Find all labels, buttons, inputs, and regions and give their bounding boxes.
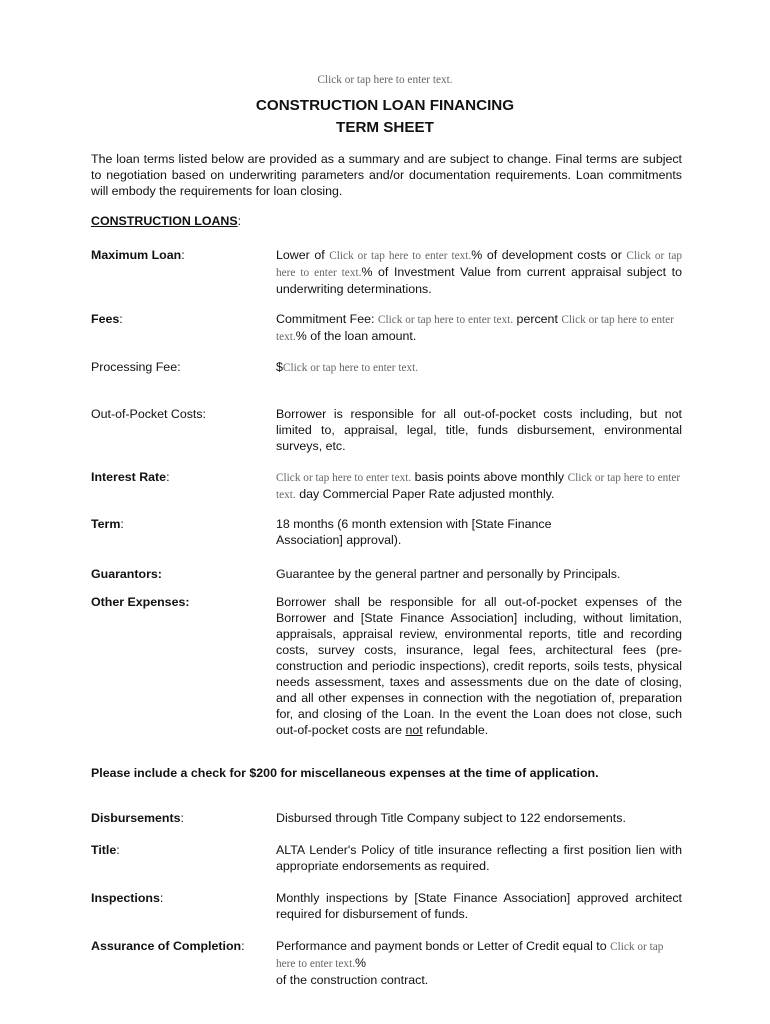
value-maximum-loan xyxy=(276,247,682,297)
label-interest-rate-text: Interest Rate xyxy=(91,470,167,484)
placeholder-field[interactable]: Click or tap here to enter text. xyxy=(276,250,683,279)
label-disbursements-text: Disbursements xyxy=(91,811,181,825)
document-title xyxy=(0,95,770,139)
value-text: % of Investment Value from current appraisal subject to underwriting determinations. xyxy=(276,265,682,296)
title-line-2: TERM SHEET xyxy=(336,119,434,136)
header-placeholder[interactable]: Click or tap here to enter text. xyxy=(317,74,453,86)
label-inspections-text: Inspections xyxy=(91,891,160,905)
value-guarantors: Guarantee by the general partner and personally by Principals. xyxy=(276,567,621,581)
label-colon: : xyxy=(241,939,245,953)
intro-paragraph: The loan terms listed below are provided as a summary and are subject to change. Final terms are subject to negotiation based on underwriting parameters and/or documentation requirements. Loan commitments will embody the requirements for loan closing. xyxy=(91,152,682,198)
value-disbursements: Disbursed through Title Company subject to 122 endorsements. xyxy=(276,811,626,825)
value-text: refundable. xyxy=(422,723,489,737)
value-out-of-pocket: Borrower is responsible for all out-of-pocket costs including, but not limited to, appraisal, legal, title, funds disbursement, environmental surveys, etc. xyxy=(276,407,682,453)
label-colon: : xyxy=(119,312,123,326)
value-term-line-1: 18 months (6 month extension with [State Finance xyxy=(276,517,552,531)
value-term-line-2: Association] approval). xyxy=(276,533,402,547)
label-colon: : xyxy=(159,891,164,905)
label-colon: : xyxy=(120,517,124,531)
label-colon: : xyxy=(181,248,185,262)
section-heading-text: CONSTRUCTION LOANS xyxy=(91,214,238,228)
label-guarantors xyxy=(91,566,271,582)
value-text: Performance and payment bonds or Letter of Credit equal to xyxy=(276,939,611,953)
value-processing-fee xyxy=(276,359,436,376)
placeholder-field[interactable]: Click or tap here to enter text. xyxy=(282,362,419,374)
label-fees-text: Fees xyxy=(91,312,120,326)
placeholder-field[interactable]: Click or tap here to enter text. xyxy=(276,472,412,484)
value-text: % of the loan amount. xyxy=(295,329,417,343)
value-term xyxy=(276,516,682,548)
value-fees xyxy=(276,311,682,345)
label-title xyxy=(91,842,271,858)
placeholder-field[interactable]: Click or tap here to enter text. xyxy=(329,250,472,262)
placeholder-field[interactable]: Click or tap here to enter text. xyxy=(276,941,664,970)
placeholder-field[interactable]: Click or tap here to enter text. xyxy=(377,314,514,326)
label-term xyxy=(91,516,271,532)
value-inspections: Monthly inspections by [State Finance Association] approved architect required for disbursement of funds. xyxy=(276,891,682,921)
title-line-1: CONSTRUCTION LOAN FINANCING xyxy=(255,97,515,114)
label-fees xyxy=(91,311,271,327)
value-text: Commitment Fee: xyxy=(276,312,378,326)
value-text: day Commercial Paper Rate adjusted monthly. xyxy=(295,487,555,501)
label-processing-fee: Processing Fee: xyxy=(91,360,181,374)
value-text: Borrower shall be responsible for all out-of-pocket expenses of the Borrower and [State Finance Association] including, without limitation, appraisals, appraisal review, environmental reports, title and recording costs, survey costs, insurance, legal fees, architectural fees (pre- construction and periodic inspections), credit reports, soils tests, physical needs assessment, taxes and assessments due on the date of closing, and all other expenses in connection with the negotiation of, preparation for, and closing of the Loan. In the event the Loan does not close, such out-of-pocket costs are xyxy=(276,595,682,737)
placeholder-field[interactable]: Click or tap here to enter text. xyxy=(276,314,674,343)
label-maximum-loan-text: Maximum Loan xyxy=(91,248,182,262)
value-title: ALTA Lender's Policy of title insurance reflecting a first position lien with appropriate endorsements as required. xyxy=(276,843,682,873)
label-colon: : xyxy=(180,811,184,825)
placeholder-field[interactable]: Click or tap here to enter text. xyxy=(276,472,681,501)
label-disbursements xyxy=(91,810,271,826)
label-other-expenses xyxy=(91,594,271,610)
label-colon: : xyxy=(166,470,170,484)
value-text: of the construction contract. xyxy=(276,973,429,987)
value-assurance xyxy=(276,938,682,988)
label-assurance-text: Assurance of Completion xyxy=(91,939,242,953)
label-out-of-pocket: Out-of-Pocket Costs: xyxy=(91,407,206,421)
label-inspections xyxy=(91,890,271,906)
value-interest-rate xyxy=(276,469,682,503)
label-maximum-loan xyxy=(91,247,271,263)
value-text: Lower of xyxy=(276,248,330,262)
value-other-expenses xyxy=(276,594,682,738)
label-assurance xyxy=(91,938,271,954)
label-colon: : xyxy=(116,843,120,857)
label-other-expenses-text: Other Expenses: xyxy=(91,595,190,609)
value-text: percent xyxy=(513,312,562,326)
section-heading-colon: : xyxy=(237,214,242,228)
value-text: basis points above monthly xyxy=(411,470,568,484)
section-heading xyxy=(91,214,241,228)
label-interest-rate xyxy=(91,469,271,485)
label-term-text: Term xyxy=(91,517,121,531)
label-guarantors-text: Guarantors: xyxy=(91,567,162,581)
value-text: $ xyxy=(276,360,283,374)
underlined-not: not xyxy=(405,723,423,737)
value-text: % xyxy=(355,956,367,970)
check-note: Please include a check for $200 for miscellaneous expenses at the time of application. xyxy=(91,766,599,780)
value-text: % of development costs or xyxy=(471,248,627,262)
label-title-text: Title xyxy=(91,843,117,857)
